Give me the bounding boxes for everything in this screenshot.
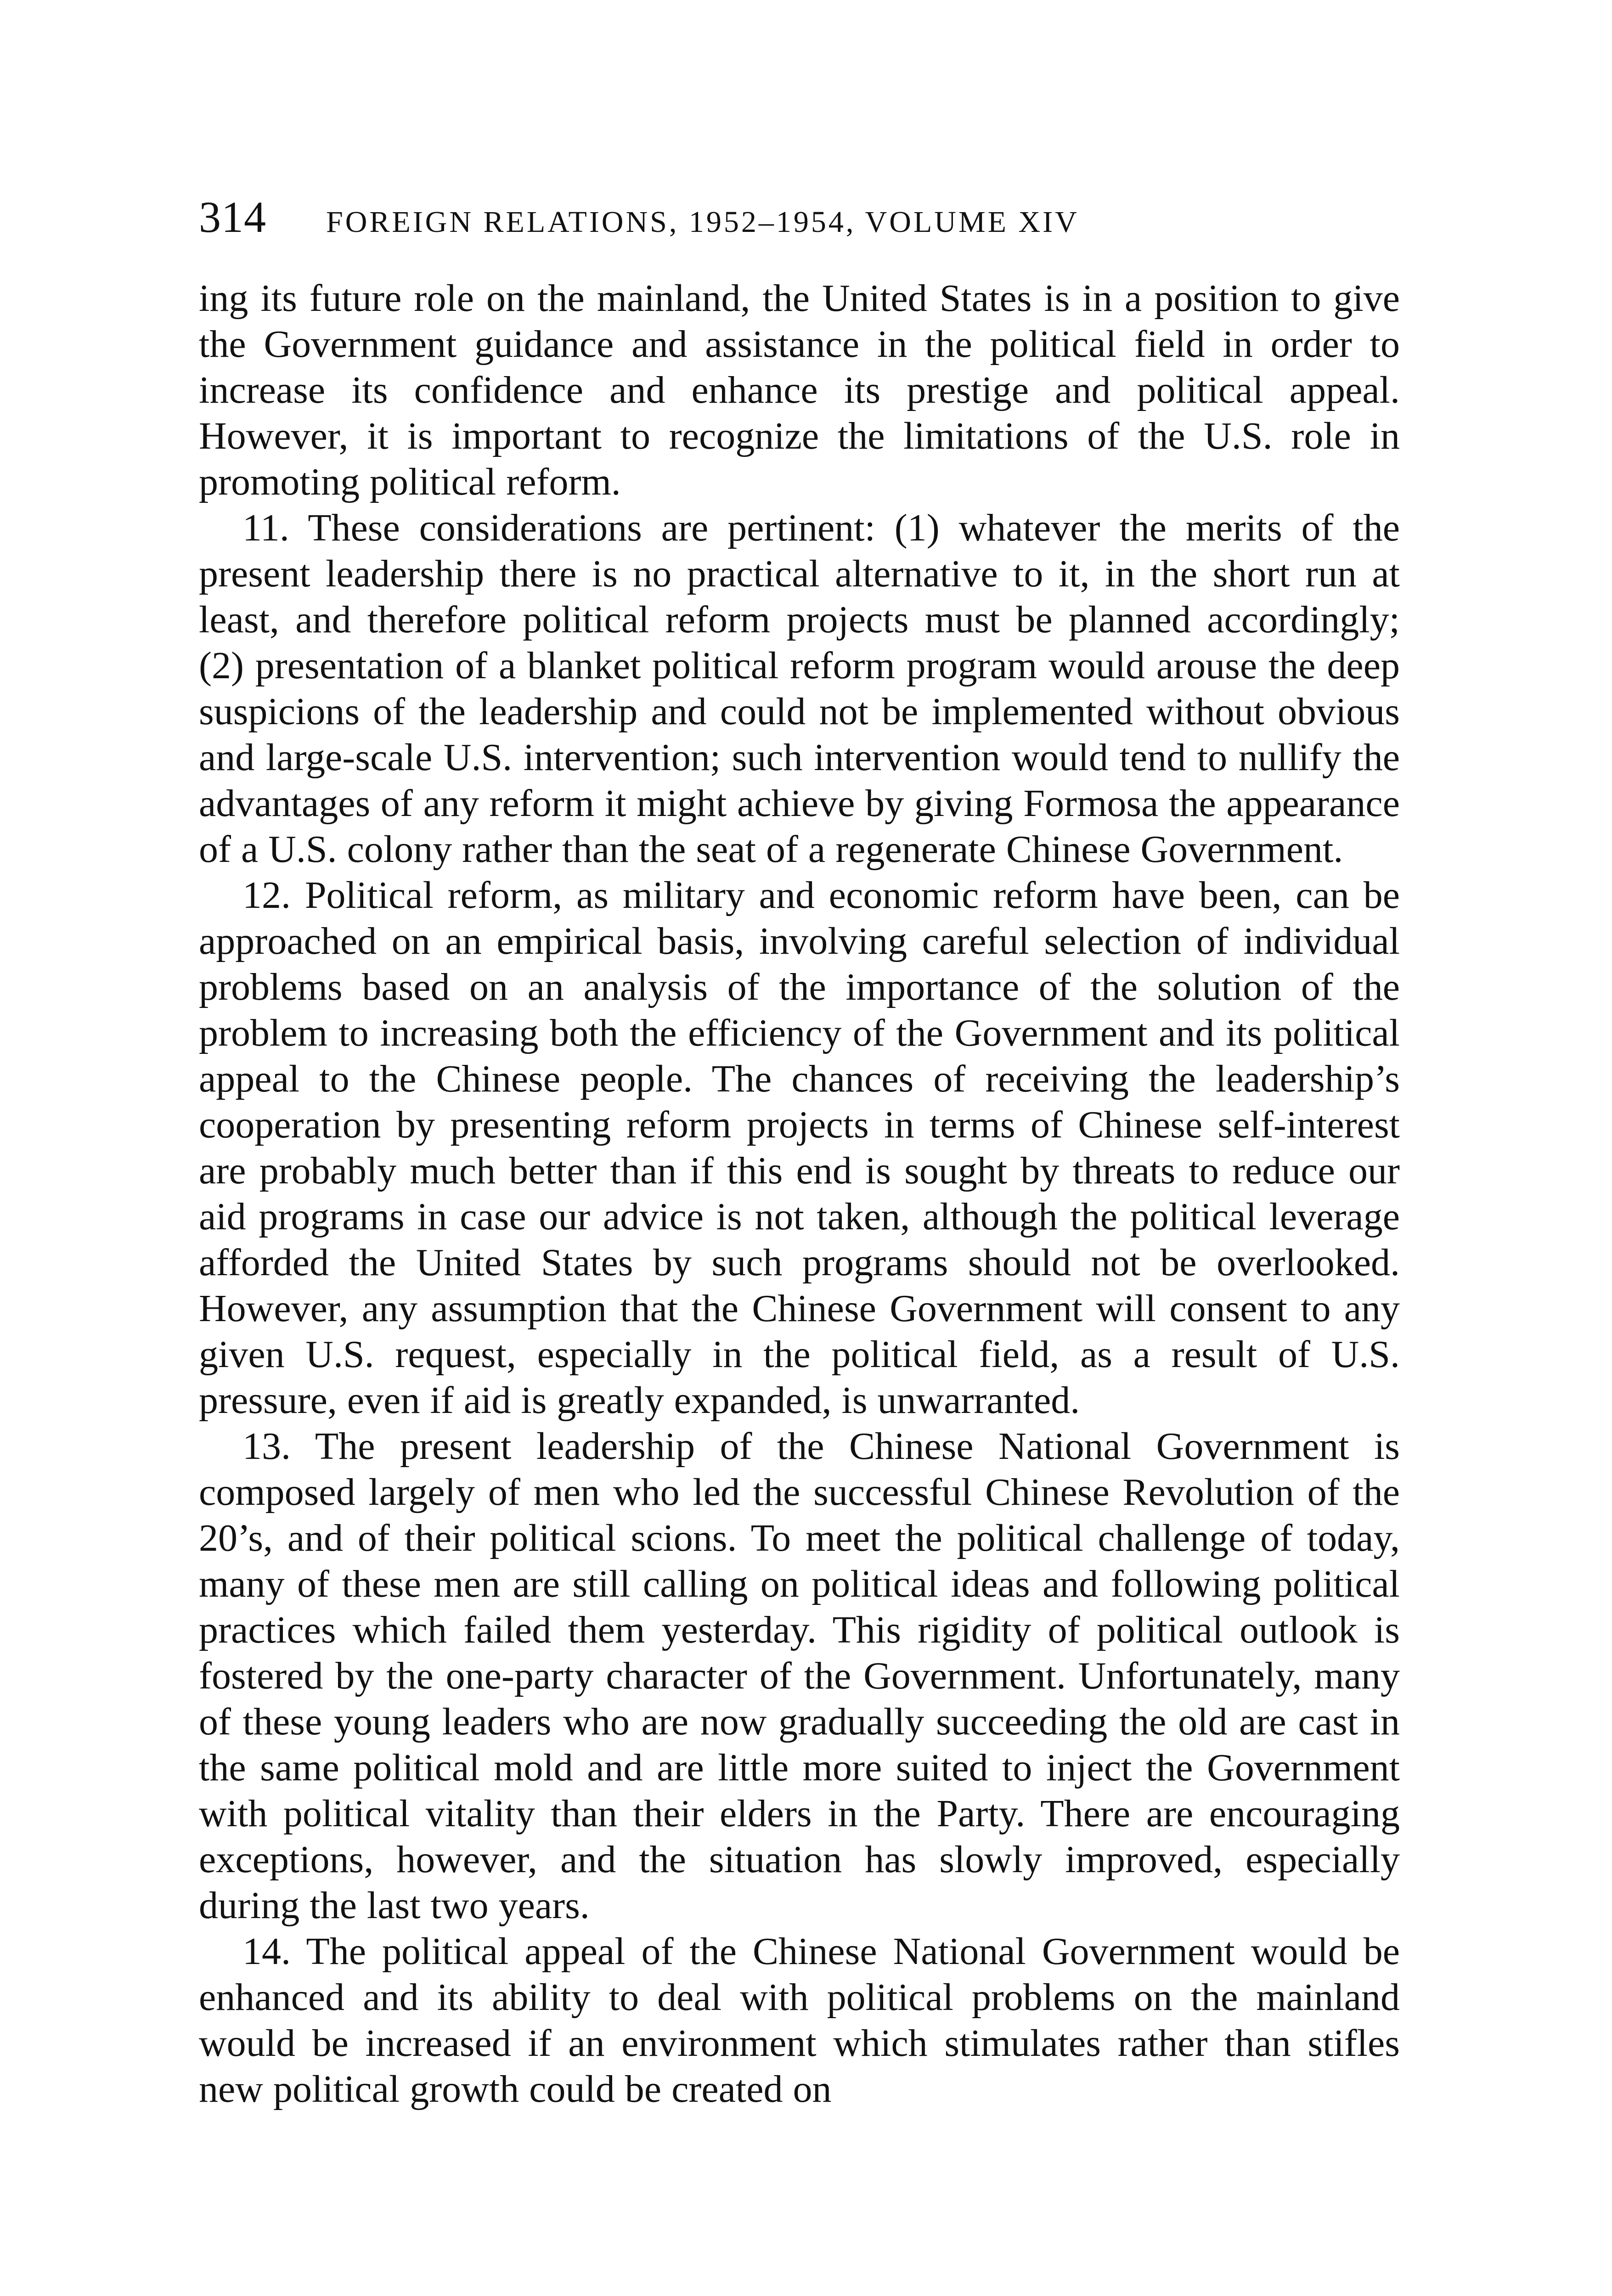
continued-paragraph: ing its future role on the mainland, the United States is in a position to give the Government guidance and assistance in the political field in order to increase its confidence and enhance its prestige and political appeal. However, it is important to recognize the limitations of the U.S. role in promoting political reform.: [199, 277, 1400, 503]
paragraph-12: 12. Political reform, as military and economic reform have been, can be approached on an empirical basis, involving careful selection of individual problems based on an analysis of the importance of the solution of the problem to increasing both the efficiency of the Government and its political appeal to the Chinese people. The chances of receiving the leadership’s cooperation by presenting reform projects in terms of Chinese self-interest are probably much better than if this end is sought by threats to reduce our aid programs in case our advice is not taken, although the political leverage afforded the United States by such programs should not be overlooked. However, any assumption that the Chinese Government will consent to any given U.S. request, especially in the political field, as a result of U.S. pressure, even if aid is greatly expanded, is unwarranted.: [199, 874, 1400, 1422]
paragraph-11: 11. These considerations are pertinent: (1) whatever the merits of the present leadership there is no practical alternative to it, in the short run at least, and therefore political reform projects must be planned accordingly; (2) presentation of a blanket political reform program would arouse the deep suspicions of the leadership and could not be implemented without obvious and large-scale U.S. intervention; such intervention would tend to nullify the advantages of any reform it might achieve by giving Formosa the appearance of a U.S. colony rather than the seat of a regenerate Chinese Government.: [199, 506, 1400, 871]
paragraph-14: 14. The political appeal of the Chinese National Government would be enhanced and its ability to deal with political problems on the mainland would be increased if an environment which stimulates rather than stifles new political growth could be created on: [199, 1930, 1400, 2110]
document-body: [199, 276, 1400, 2250]
running-header: [199, 192, 1393, 250]
paragraph-13: 13. The present leadership of the Chinese National Government is composed largely of men who led the successful Chinese Revolution of the 20’s, and of their political scions. To meet the political challenge of today, many of these men are still calling on political ideas and following political practices which failed them yesterday. This rigidity of political outlook is fostered by the one-party character of the Government. Unfortunately, many of these young leaders who are now gradually succeeding the old are cast in the same political mold and are little more suited to inject the Government with political vitality than their elders in the Party. There are encouraging exceptions, however, and the situation has slowly improved, especially during the last two years.: [199, 1425, 1400, 1927]
page-number: 314: [199, 192, 266, 242]
running-title: FOREIGN RELATIONS, 1952–1954, VOLUME XIV: [326, 205, 1079, 239]
